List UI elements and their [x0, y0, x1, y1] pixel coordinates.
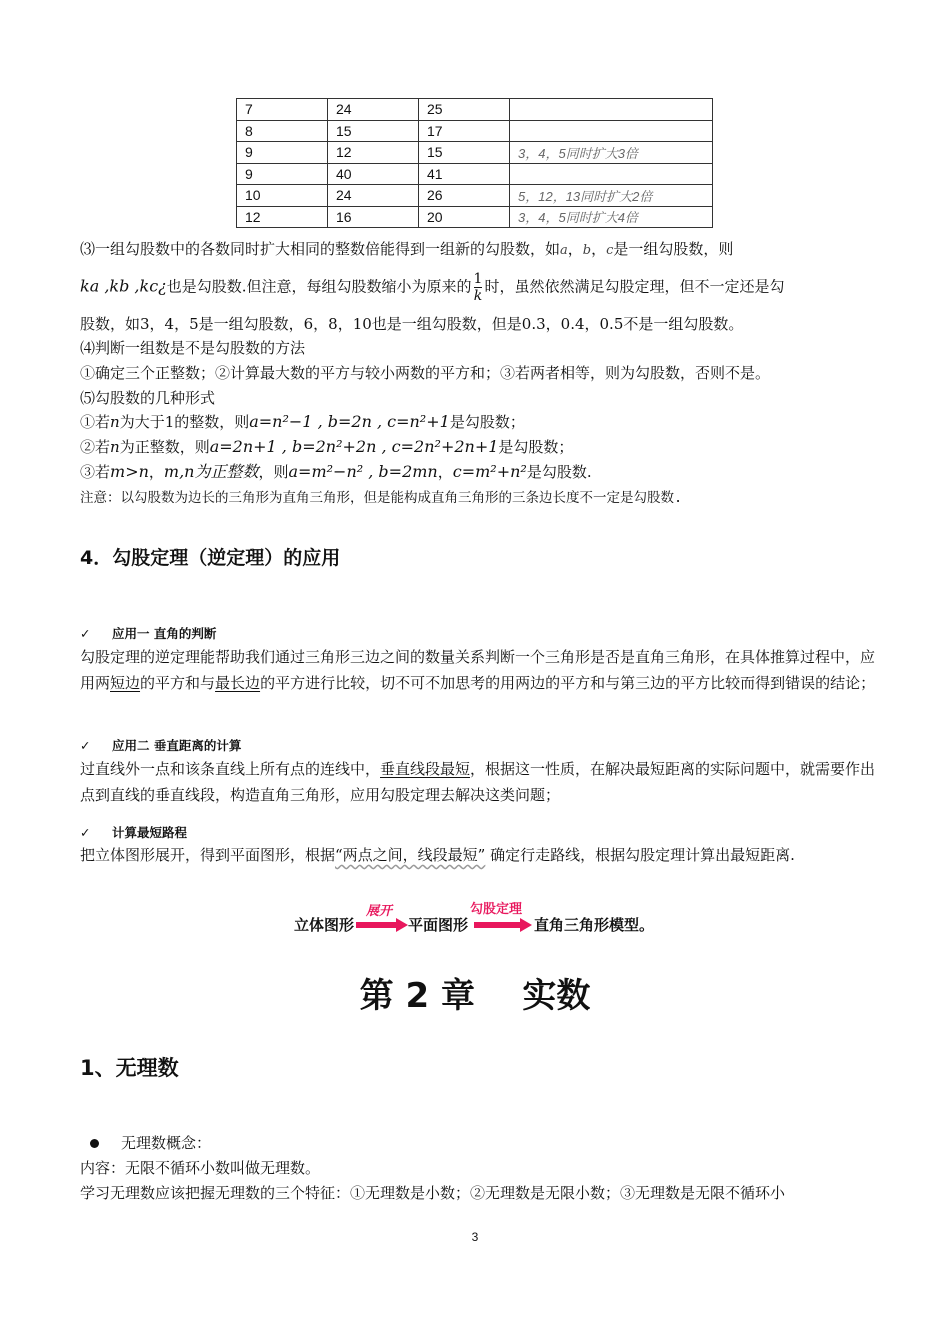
content-line: 内容：无限不循环小数叫做无理数。: [80, 1159, 321, 1177]
table-row: [237, 99, 713, 121]
flow-arrow-label-2: 勾股定理: [470, 902, 523, 917]
table-row: [237, 185, 713, 207]
para-3-line2: ka ,kb ,kc¿也是勾股数.但注意，每组勾股数缩小为原来的 $\frac{1}{k}$ 时，虽然依然满足勾股定理，但不一定还是勾: [80, 271, 785, 304]
app-2-title: ✓ 应用二 垂直距离的计算: [80, 738, 242, 753]
para-3-line3: 股数，如3，4，5是一组勾股数，6，8，10也是一组勾股数，但是0.3，0.4，0.5不是一组勾股数。: [80, 315, 744, 333]
table-cell-note: 3，4，5同时扩大4倍: [510, 206, 713, 228]
table-cell-c: 41: [419, 163, 510, 185]
formula-2: ②若n为正整数，则a=2n+1 , b=2n²+2n , c=2n²+2n+1是勾股数；: [80, 437, 574, 456]
table-cell-c: 15: [419, 142, 510, 164]
para-5-heading: ⑸勾股数的几种形式: [80, 389, 216, 407]
table-cell-a: 10: [237, 185, 328, 207]
checkmark-icon: ✓: [80, 626, 91, 641]
app-1-text: 勾股定理的逆定理能帮助我们通过三角形三边之间的数量关系判断一个三角形是否是直角三角形，在具体推算过程中，应用两短边的平方和与最长边的平方进行比较，切不可不加思考的用两边的平方和与第三边的平方比较而得到错误的结论；: [80, 648, 876, 692]
formula-3: ③若m>n，m,n为正整数，则a=m²−n² , b=2mn，c=m²+n²是勾股数.: [80, 462, 592, 481]
table-cell-note: [510, 120, 713, 142]
table-cell-c: 20: [419, 206, 510, 228]
table-cell-a: 9: [237, 142, 328, 164]
table-cell-note: 5，12，13同时扩大2倍: [510, 185, 713, 207]
para-4-method: ①确定三个正整数；②计算最大数的平方与较小两数的平方和；③若两者相等，则为勾股数，否则不是。: [80, 364, 771, 382]
app-3-text: 把立体图形展开，得到平面图形，根据“两点之间，线段最短” 确定行走路线，根据勾股定理计算出最短距离.: [80, 846, 795, 864]
pythagorean-triples-table: [236, 98, 713, 228]
flow-node-solid: 立体图形: [294, 916, 355, 934]
para-3-line1: ⑶一组勾股数中的各数同时扩大相同的整数倍能得到一组新的勾股数，如a，b，c是一组勾股数，则: [80, 240, 734, 258]
table-cell-a: 9: [237, 163, 328, 185]
checkmark-icon: ✓: [80, 738, 91, 753]
table-cell-c: 26: [419, 185, 510, 207]
chapter-title: 第 2 章 实数: [359, 976, 591, 1016]
note-line: 注意：以勾股数为边长的三角形为直角三角形，但是能构成直角三角形的三条边长度不一定是勾股数.: [80, 490, 683, 506]
bullet-icon: [90, 1139, 99, 1148]
table-cell-b: 40: [328, 163, 419, 185]
formula-1: ①若n为大于1的整数，则a=n²−1 , b=2n , c=n²+1是勾股数；: [80, 412, 525, 431]
table-cell-b: 24: [328, 185, 419, 207]
section-4-title: 4．勾股定理（逆定理）的应用: [80, 547, 341, 569]
table-cell-note: [510, 99, 713, 121]
arrow-right-icon: [356, 918, 408, 932]
table-cell-note: [510, 163, 713, 185]
flow-arrow-label-1: 展开: [366, 904, 393, 919]
flow-node-plane: 平面图形: [408, 916, 469, 934]
table-cell-c: 17: [419, 120, 510, 142]
flow-diagram: [294, 898, 674, 942]
app-3-title: ✓ 计算最短路程: [80, 825, 188, 840]
table-cell-b: 24: [328, 99, 419, 121]
table-cell-c: 25: [419, 99, 510, 121]
checkmark-icon: ✓: [80, 825, 91, 840]
features-line: 学习无理数应该把握无理数的三个特征：①无理数是小数；②无理数是无限小数；③无理数是无限不循环小: [80, 1184, 786, 1202]
table-row: [237, 120, 713, 142]
table-row: [237, 163, 713, 185]
table-cell-a: 8: [237, 120, 328, 142]
table-cell-b: 16: [328, 206, 419, 228]
flow-node-right-triangle: 直角三角形模型。: [534, 916, 655, 934]
para-4-heading: ⑷判断一组数是不是勾股数的方法: [80, 339, 306, 357]
table-cell-b: 15: [328, 120, 419, 142]
table-cell-a: 12: [237, 206, 328, 228]
table-cell-note: 3，4，5同时扩大3倍: [510, 142, 713, 164]
section-1-title: 1、无理数: [80, 1056, 179, 1080]
table-cell-a: 7: [237, 99, 328, 121]
app-1-title: ✓ 应用一 直角的判断: [80, 626, 217, 641]
arrow-right-icon: [474, 918, 532, 932]
table-cell-b: 12: [328, 142, 419, 164]
page-number: 3: [471, 1230, 479, 1244]
bullet-concept: 无理数概念：: [80, 1131, 211, 1155]
table-row: [237, 206, 713, 228]
table-row: [237, 142, 713, 164]
app-2-text: 过直线外一点和该条直线上所有点的连线中，垂直线段最短，根据这一性质，在解决最短距离的实际问题中，就需要作出点到直线的垂直线段，构造直角三角形，应用勾股定理去解决这类问题；: [80, 760, 876, 804]
